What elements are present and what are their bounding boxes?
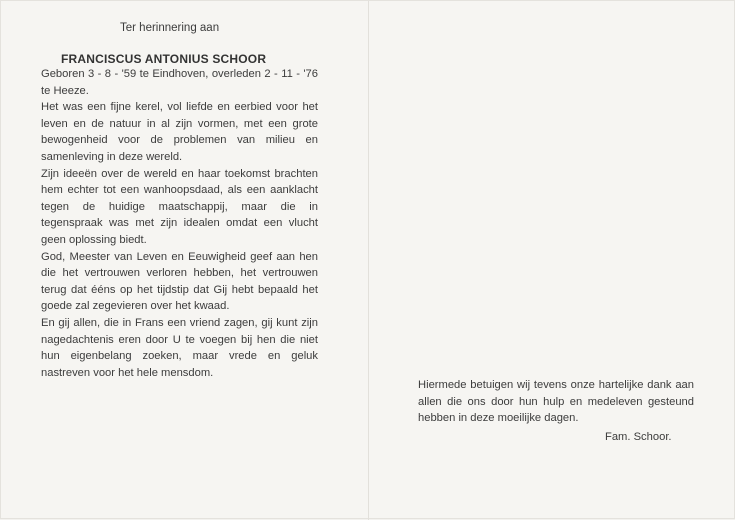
deceased-name: FRANCISCUS ANTONIUS SCHOOR bbox=[61, 52, 267, 66]
thank-you-text: Hiermede betuigen wij tevens onze hartelijke dank aan allen die ons door hun hulp en medeleven gesteund hebben in deze moeilijke dagen. bbox=[418, 379, 694, 425]
intro-line: Ter herinnering aan bbox=[120, 22, 220, 34]
left-page bbox=[41, 21, 318, 381]
card-fold bbox=[368, 1, 369, 520]
family-signature: Fam. Schoor. bbox=[605, 430, 672, 443]
birth-death-text: Geboren 3 - 8 - '59 te Eindhoven, overleden 2 - 11 - '76 te Heeze. bbox=[41, 68, 318, 97]
paragraph-3: God, Meester van Leven en Eeuwigheid geef aan hen die het vertrouwen verloren hebben, het vertrouwen terug dat ééns op het tijdstip dat Gij hebt bepaald het goede zal zegevieren over het kwaad. bbox=[41, 250, 318, 313]
right-page bbox=[418, 377, 694, 444]
paragraph-2: Zijn ideeën over de wereld en haar toekomst brachten hem echter tot een wanhoopsdaad, als een aanklacht tegen de huidige maatschappij, maar die in tegenspraak was met zijn idealen omdat een vlucht geen oplossing biedt. bbox=[41, 167, 318, 246]
paragraph-4: En gij allen, die in Frans een vriend zagen, gij kunt zijn nagedachtenis eren door U te voegen bij hen die niet hun eigenbelang zoeken, maar vrede en geluk nastreven voor het hele mensdom. bbox=[41, 316, 318, 379]
paragraph-1: Het was een fijne kerel, vol liefde en eerbied voor het leven en de natuur in al zijn vormen, met een grote bewogenheid voor de problemen van milieu en samenleving in deze wereld. bbox=[41, 101, 318, 163]
